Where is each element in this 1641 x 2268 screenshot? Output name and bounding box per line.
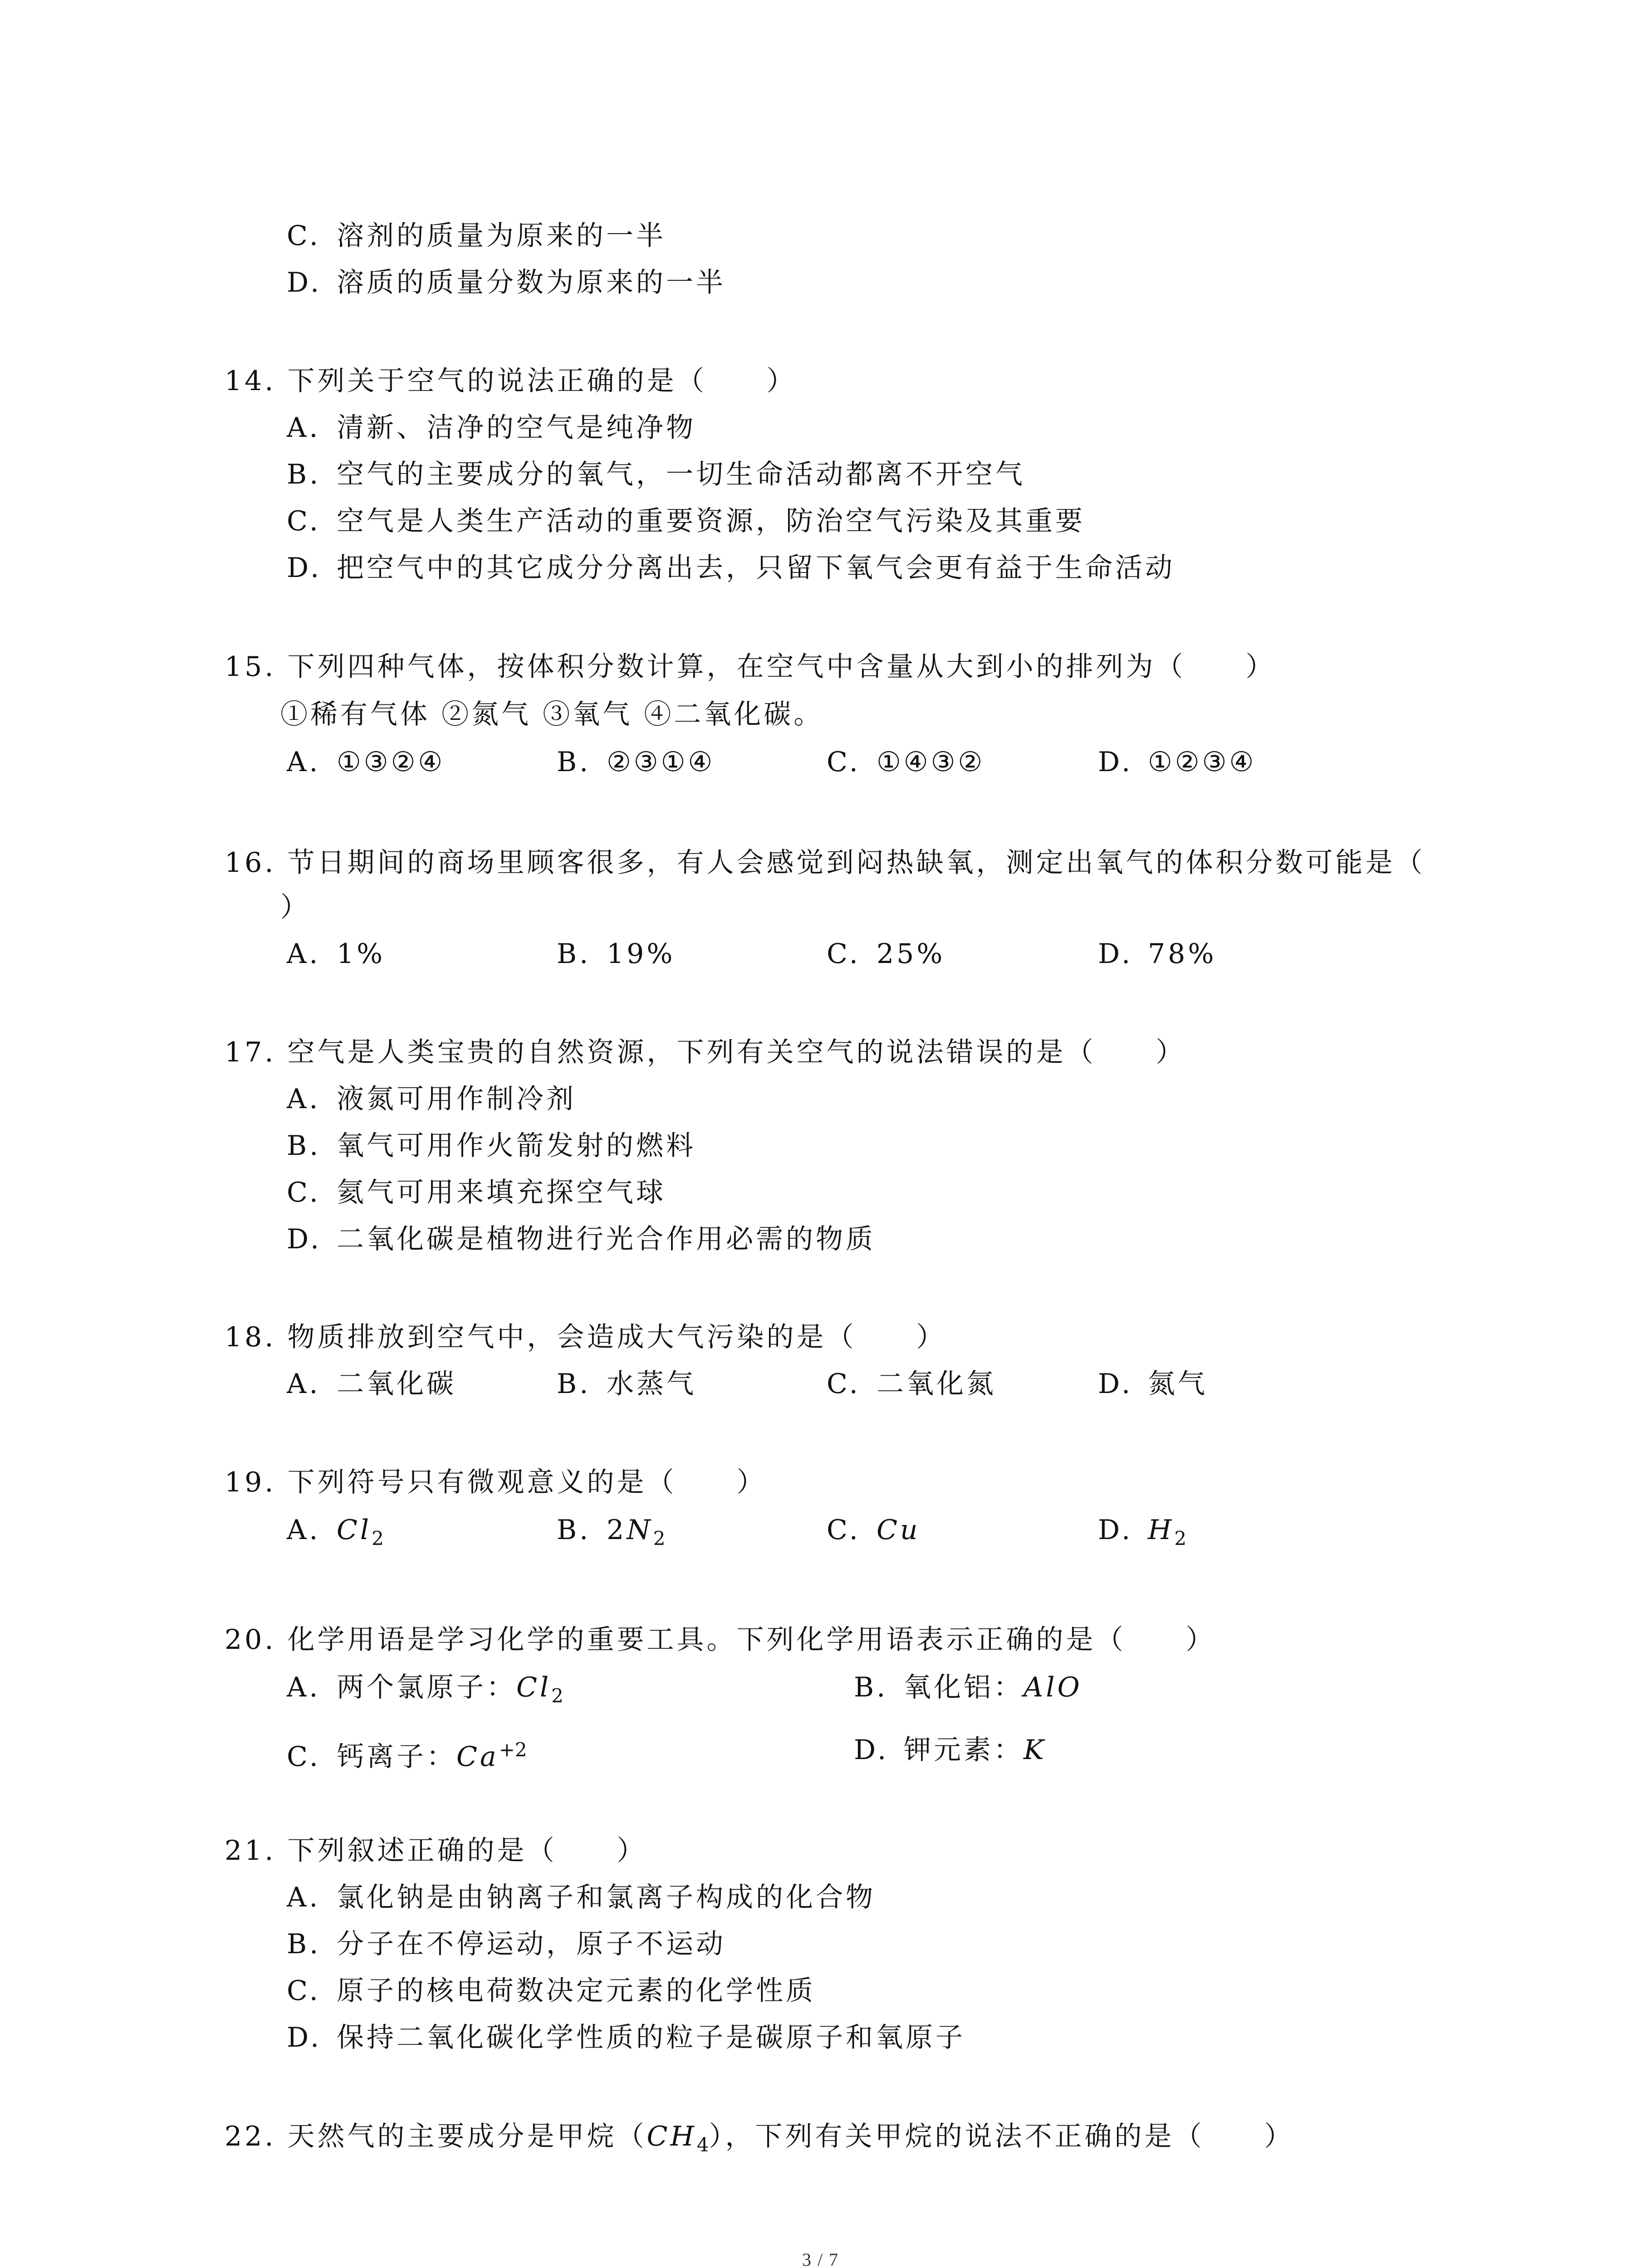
formula-symbol: AlO [1024, 1672, 1083, 1703]
q14-stem: 14. 下列关于空气的说法正确的是（ ） [225, 365, 797, 397]
option-text: ①④③② [877, 746, 985, 778]
option-text: 氦气可用来填充探空气球 [337, 1177, 666, 1208]
q19-option-c [827, 1512, 921, 1557]
option-letter: B. [557, 1514, 591, 1546]
q20-options-row1 [287, 1669, 1602, 1710]
q17-option-b [287, 1128, 696, 1164]
q15-option-a [287, 744, 445, 780]
q16-option-c [827, 936, 945, 972]
q16-option-b [557, 936, 675, 972]
option-letter: A. [287, 412, 321, 444]
formula-subscript: 2 [653, 1527, 666, 1549]
q18-options [287, 1366, 1602, 1402]
q16-stem-close: ） [280, 891, 310, 923]
option-letter: C. [827, 1514, 861, 1546]
option-letter: B. [287, 459, 321, 490]
q22-stem-pre: 22. 天然气的主要成分是甲烷（ [225, 2121, 647, 2152]
option-text: 25% [877, 938, 945, 970]
option-text: 二氧化氮 [877, 1368, 996, 1400]
option-text: 钙离子： [337, 1741, 456, 1773]
option-letter: B. [557, 746, 591, 778]
q19-option-b [557, 1512, 665, 1557]
q20-option-a [287, 1669, 563, 1714]
option-letter: D. [854, 1734, 889, 1766]
q18-option-a [287, 1366, 456, 1402]
q14-option-d [287, 550, 1175, 586]
q18-option-d [1098, 1366, 1208, 1402]
option-text: 氧化铝： [904, 1672, 1024, 1703]
option-text: ①②③④ [1148, 746, 1257, 778]
formula-subscript: 2 [372, 1527, 384, 1549]
option-text: 把空气中的其它成分分离出去，只留下氧气会更有益于生命活动 [337, 552, 1175, 584]
q15-option-c [827, 744, 985, 780]
q16-option-a [287, 936, 385, 972]
option-letter: C. [287, 220, 321, 252]
formula-symbol: H [1148, 1514, 1175, 1546]
q20-option-c [287, 1732, 527, 1775]
option-letter: A. [287, 1368, 321, 1400]
q18-stem: 18. 物质排放到空气中，会造成大气污染的是（ ） [225, 1321, 946, 1353]
formula-symbol: Ca [456, 1741, 499, 1773]
q16-options [287, 936, 1602, 972]
option-text: 保持二氧化碳化学性质的粒子是碳原子和氧原子 [337, 2022, 965, 2053]
option-text: 空气是人类生产活动的重要资源，防治空气污染及其重要 [337, 505, 1085, 537]
option-letter: D. [1098, 1514, 1133, 1546]
q17-stem: 17. 空气是人类宝贵的自然资源，下列有关空气的说法错误的是（ ） [225, 1036, 1186, 1068]
q16-option-d [1098, 936, 1216, 972]
q19-stem: 19. 下列符号只有微观意义的是（ ） [225, 1466, 767, 1498]
option-text: 溶质的质量分数为原来的一半 [337, 267, 726, 298]
option-letter: B. [557, 1368, 591, 1400]
option-text: 78% [1148, 938, 1217, 970]
option-letter: C. [827, 746, 861, 778]
option-text: 两个氯原子： [337, 1672, 516, 1703]
option-text: 原子的核电荷数决定元素的化学性质 [337, 1975, 816, 2007]
q18-option-c [827, 1366, 996, 1402]
option-text: 分子在不停运动，原子不运动 [337, 1928, 726, 1960]
option-text: 溶剂的质量为原来的一半 [337, 220, 666, 252]
option-text: 二氧化碳 [337, 1368, 456, 1400]
q21-stem: 21. 下列叙述正确的是（ ） [225, 1835, 647, 1867]
option-text: ①③②④ [337, 746, 446, 778]
option-letter: C. [287, 1741, 321, 1773]
formula-subscript: 2 [551, 1685, 563, 1707]
page-number: 3 / 7 [802, 2249, 839, 2268]
q15-stem-items: ①稀有气体 ②氮气 ③氧气 ④二氧化碳。 [280, 699, 824, 730]
option-letter: D. [287, 552, 322, 584]
q15-stem: 15. 下列四种气体，按体积分数计算，在空气中含量从大到小的排列为（ ） [225, 651, 1276, 683]
option-letter: D. [1098, 746, 1133, 778]
q14-option-c [287, 503, 1085, 539]
option-letter: C. [287, 1177, 321, 1208]
option-text: 水蒸气 [607, 1368, 696, 1400]
q22-stem-post: ），下列有关甲烷的说法不正确的是（ ） [709, 2121, 1294, 2152]
q14-option-b [287, 456, 1025, 493]
q22-stem [225, 2118, 1294, 2163]
option-text: 液氮可用作制冷剂 [337, 1083, 576, 1115]
option-letter: B. [287, 1928, 321, 1960]
option-letter: D. [287, 2022, 322, 2053]
q20-option-d [854, 1732, 1047, 1768]
option-letter: D. [287, 267, 322, 298]
option-letter: A. [287, 1514, 321, 1546]
q20-stem: 20. 化学用语是学习化学的重要工具。下列化学用语表示正确的是（ ） [225, 1624, 1216, 1656]
option-letter: C. [827, 938, 861, 970]
q15-option-d [1098, 744, 1256, 780]
option-text: 钾元素： [904, 1734, 1024, 1766]
q19-option-d [1098, 1512, 1186, 1557]
option-text: 清新、洁净的空气是纯净物 [337, 412, 696, 444]
q19-options [287, 1512, 1602, 1553]
formula-subscript: 2 [1174, 1527, 1187, 1549]
option-letter: D. [1098, 938, 1133, 970]
q15-options [287, 744, 1602, 780]
q17-option-d [287, 1221, 876, 1257]
option-text: 氯化钠是由钠离子和氯离子构成的化合物 [337, 1882, 876, 1913]
q21-option-c [287, 1973, 816, 2009]
option-text: 氮气 [1148, 1368, 1208, 1400]
q21-option-a [287, 1879, 876, 1916]
option-letter: D. [1098, 1368, 1133, 1400]
q14-option-a [287, 410, 696, 446]
option-letter: A. [287, 1672, 321, 1703]
option-letter: D. [287, 1223, 322, 1255]
formula-coefficient: 2 [607, 1514, 627, 1546]
q15-option-b [557, 744, 715, 780]
q20-options-row2 [287, 1732, 1602, 1773]
option-text: ②③①④ [607, 746, 715, 778]
option-letter: C. [287, 505, 321, 537]
q21-option-d [287, 2019, 965, 2056]
option-letter: A. [287, 746, 321, 778]
option-text: 1% [337, 938, 386, 970]
q20-option-b [854, 1669, 1083, 1706]
formula-superscript: +2 [499, 1739, 527, 1761]
q21-option-b [287, 1926, 726, 1962]
formula-symbol: N [627, 1514, 653, 1546]
option-text: 19% [607, 938, 676, 970]
option-letter: A. [287, 1882, 321, 1913]
formula-symbol: Cu [877, 1514, 921, 1546]
option-text: 空气的主要成分的氧气，一切生命活动都离不开空气 [337, 459, 1025, 490]
option-letter: C. [827, 1368, 861, 1400]
option-text: 二氧化碳是植物进行光合作用必需的物质 [337, 1223, 876, 1255]
option-letter: B. [557, 938, 591, 970]
option-letter: B. [854, 1672, 888, 1703]
q17-option-a [287, 1081, 576, 1117]
q13-option-c [287, 218, 666, 254]
q18-option-b [557, 1366, 696, 1402]
option-letter: C. [287, 1975, 321, 2007]
option-letter: B. [287, 1130, 321, 1162]
formula-symbol: CH [647, 2121, 697, 2152]
formula-symbol: Cl [337, 1514, 372, 1546]
formula-symbol: Cl [516, 1672, 552, 1703]
formula-symbol: K [1024, 1734, 1047, 1766]
option-letter: A. [287, 938, 321, 970]
option-text: 氧气可用作火箭发射的燃料 [337, 1130, 696, 1162]
q13-option-d [287, 264, 726, 301]
option-letter: A. [287, 1083, 321, 1115]
q16-stem: 16. 节日期间的商场里顾客很多，有人会感觉到闷热缺氧，测定出氧气的体积分数可能是（ [225, 847, 1425, 879]
q19-option-a [287, 1512, 384, 1557]
q17-option-c [287, 1174, 666, 1211]
formula-subscript: 4 [696, 2134, 709, 2156]
